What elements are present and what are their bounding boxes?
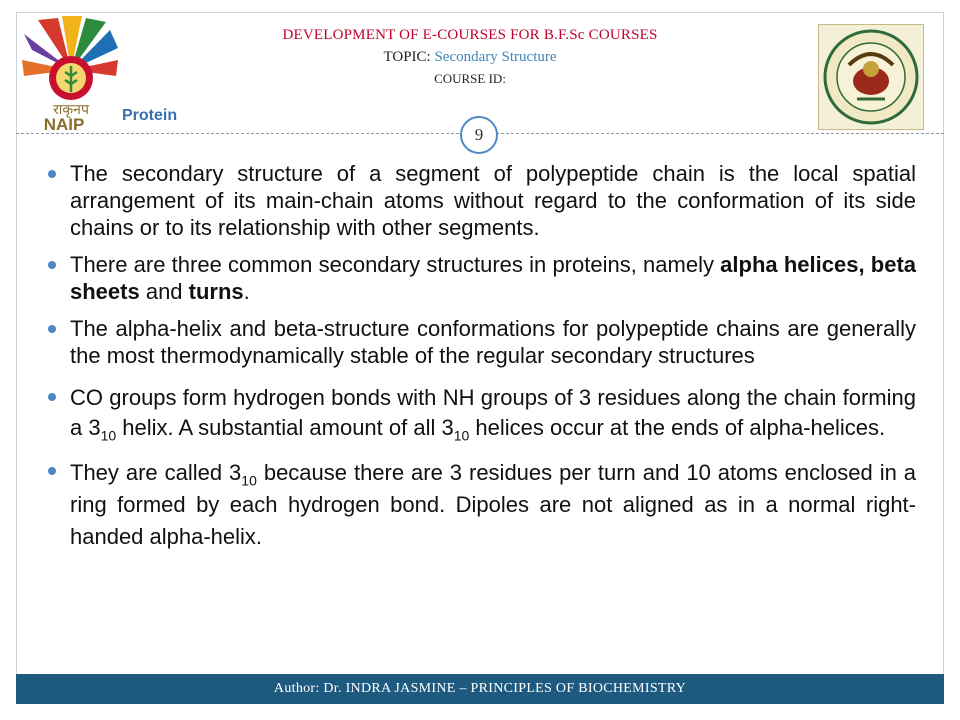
bullet-4-part-2: helix. A substantial amount of all 3: [116, 415, 454, 440]
topic-label: TOPIC:: [383, 49, 435, 65]
topic-line: [180, 46, 760, 68]
subject-label: Protein: [122, 107, 178, 124]
course-title: DEVELOPMENT OF E-COURSES FOR B.F.Sc COURSES: [282, 27, 658, 43]
footer-author: Author: Dr. INDRA JASMINE – PRINCIPLES OF BIOCHEMISTRY: [16, 674, 944, 704]
topic-value: Secondary Structure: [434, 49, 557, 65]
bullet-2-bold-1: alpha helices, beta sheets: [70, 252, 917, 304]
bullet-2-mid: and: [139, 279, 189, 304]
bullet-4-sub-2: 10: [453, 427, 470, 444]
bullet-dot-icon: [48, 261, 56, 269]
bullet-dot-icon: [48, 467, 56, 475]
bullet-2-pre: There are three common secondary structures in proteins, namely: [70, 252, 721, 277]
bullet-3-text: The alpha-helix and beta-structure conformations for polypeptide chains are generally the most thermodynamically stable of the regular secondary structures: [70, 316, 916, 368]
bullet-dot-icon: [48, 170, 56, 178]
university-seal: [818, 24, 924, 130]
bullet-5-sub: 10: [241, 472, 257, 489]
naip-text: NAIP: [43, 115, 85, 132]
course-id: COURSE ID:: [434, 71, 506, 86]
bullet-4: [48, 383, 916, 443]
bullet-1: [48, 160, 916, 241]
page-number: 9: [460, 116, 498, 154]
bullet-2-bold-2: turns: [188, 279, 244, 304]
bullet-5-part-2: because there are 3 residues per turn and 10 atoms enclosed in a ring formed by each hydrogen bond. Dipoles are not aligned as in a normal right-handed alpha-helix.: [70, 460, 917, 549]
bullet-dot-icon: [48, 325, 56, 333]
bullet-5-part-1: They are called 3: [70, 460, 242, 485]
bullet-dot-icon: [48, 393, 56, 401]
bullet-4-part-1: CO groups form hydrogen bonds with NH groups of 3 residues along the chain forming a 3: [70, 385, 916, 440]
naip-hindi-text: राकृनप: [53, 102, 89, 118]
bullet-3: [48, 315, 916, 369]
bullet-2: [48, 251, 916, 305]
bullet-4-part-3: helices occur at the ends of alpha-helices.: [469, 415, 886, 440]
slide-content: [48, 160, 916, 563]
header-titles: [180, 24, 760, 90]
naip-logo: [22, 16, 120, 132]
bullet-4-sub-1: 10: [100, 427, 117, 444]
bullet-5: [48, 457, 916, 553]
bullet-2-post: .: [243, 279, 250, 304]
bullet-1-text: The secondary structure of a segment of polypeptide chain is the local spatial arrangement of its main-chain atoms without regard to the conformation of its side chains or to its relationship with other segments.: [70, 161, 916, 240]
